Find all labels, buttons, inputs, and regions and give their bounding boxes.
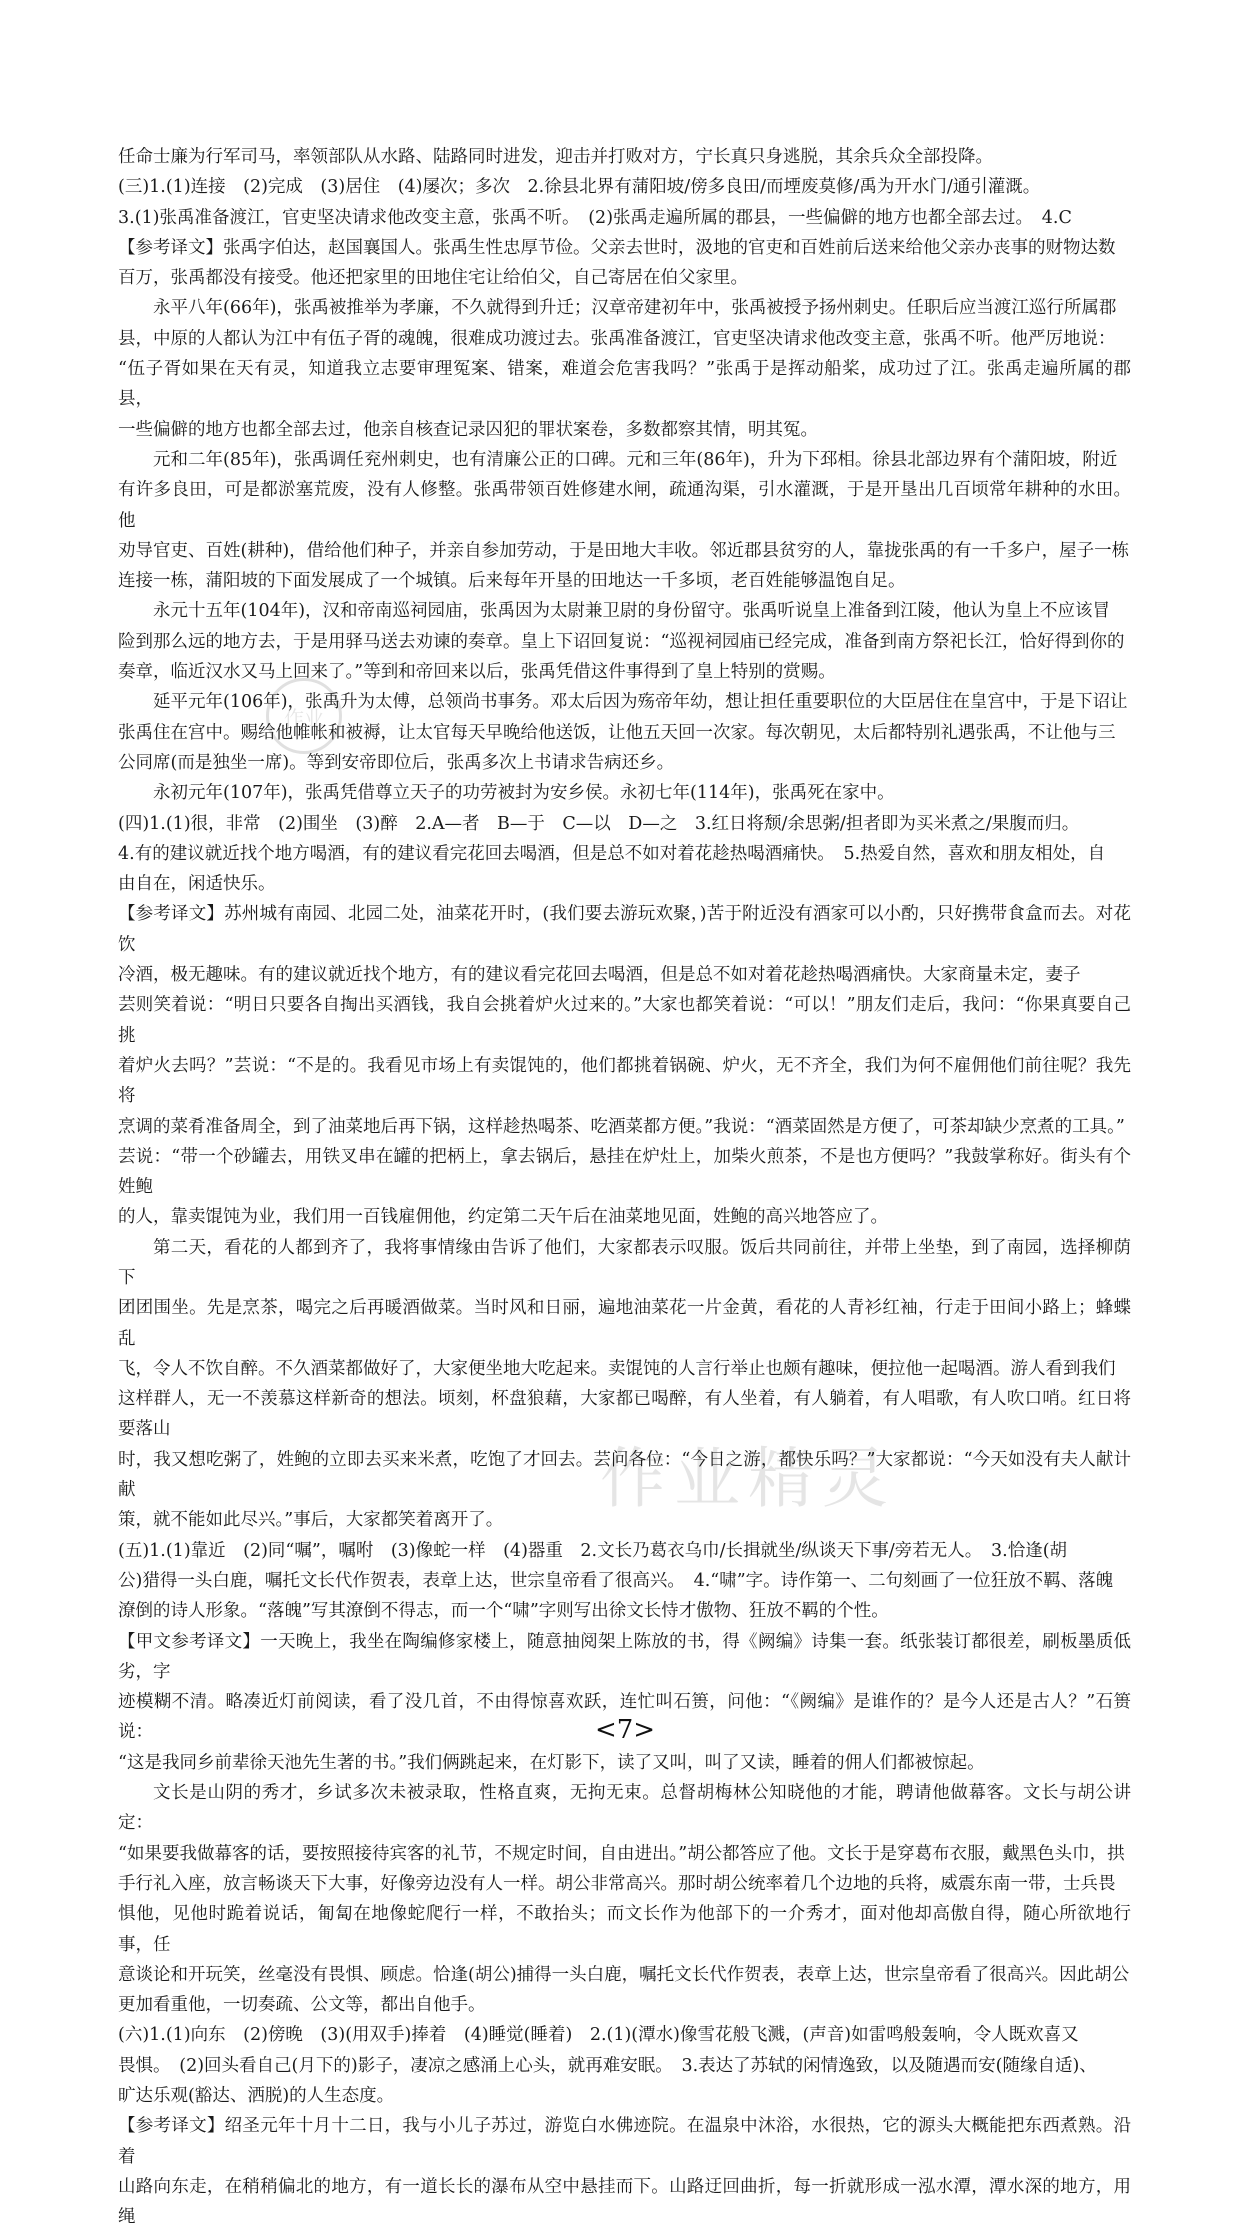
section-s15	[118, 2020, 1131, 2111]
section-s16	[118, 2111, 1131, 2232]
text-line: 【参考译文】苏州城有南园、北园二处，油菜花开时，(我们要去游玩欢聚，)苦于附近没有酒家可以小酌，只好携带食盒而去。对花饮	[118, 904, 1131, 955]
text-line: 元和二年(85年)，张禹调任兖州刺史，也有清廉公正的口碑。元和三年(86年)，升为下邳相。徐县北部边界有个蒲阳坡，附近	[153, 449, 1118, 470]
text-line: 山路向东走，在稍稍偏北的地方，有一道长长的瀑布从空中悬挂而下。山路迂回曲折，每一折就形成一泓水潭，潭水深的地方，用绳	[118, 2176, 1131, 2228]
text-line: 张禹住在宫中。赐给他帷帐和被褥，让太官每天早晚给他送饭，让他五天回一次家。每次朝见，太后都特别礼遇张禹，不让他与三	[118, 722, 1116, 743]
text-line: 的人，靠卖馄饨为业，我们用一百钱雇佣他，约定第二天午后在油菜地见面，姓鲍的高兴地答应了。	[118, 1207, 888, 1228]
text-line: (六)1.(1)向东 (2)傍晚 (3)(用双手)捧着 (4)睡觉(睡着) 2.(1)(潭水)像雪花般飞溅，(声音)如雷鸣般轰响，令人既欢喜又	[118, 2025, 1079, 2046]
text-line: 任命士廉为行军司马，率领部队从水路、陆路同时进发，迎击并打败对方，宁长真只身逃脱，其余兵众全部投降。	[118, 147, 993, 167]
text-line: 着炉火去吗？”芸说：“不是的。我看见市场上有卖馄饨的，他们都挑着锅碗、炉火，无不齐全，我们为何不雇佣他们前往呢？我先将	[118, 1055, 1131, 1107]
answer-page	[118, 142, 1131, 2232]
section-s11	[118, 1233, 1131, 1536]
text-line: 意谈论和开玩笑，丝毫没有畏惧、顾虑。恰逢(胡公)捕得一头白鹿，嘱托文长代作贺表，表章上达，世宗皇帝看了很高兴。因此胡公	[118, 1964, 1130, 1985]
text-line: 县，中原的人都认为江中有伍子胥的魂魄，很难成功渡过去。张禹准备渡江，官吏坚决请求他改变主意，张禹不听。他严厉地说：	[118, 328, 1116, 349]
text-line: 潦倒的诗人形象。“落魄”写其潦倒不得志，而一个“啸”字则写出徐文长恃才傲物、狂放不羁的个性。	[118, 1601, 889, 1622]
text-line: 由自在，闲适快乐。	[118, 874, 276, 895]
watermark-text: 作业精灵	[600, 1440, 896, 1517]
text-line: 文长是山阴的秀才，乡试多次未被录取，性格直爽，无拘无束。总督胡梅林公知晓他的才能，聘请他做幕客。文长与胡公讲定：	[118, 1783, 1131, 1834]
text-line: 团团围坐。先是烹茶，喝完之后再暖酒做菜。当时风和日丽，遍地油菜花一片金黄，看花的人青衫红袖，行走于田间小路上；蜂蝶乱	[118, 1298, 1131, 1349]
text-line: 更加看重他，一切奏疏、公文等，都出自他手。	[118, 1995, 486, 2016]
text-line: 迹模糊不清。略凑近灯前阅读，看了没几首，不由得惊喜欢跃，连忙叫石篑，问他：“《阙编》是谁作的？是今人还是古人？”石篑说：	[118, 1692, 1131, 1743]
section-s7	[118, 687, 1131, 778]
text-line: (五)1.(1)靠近 (2)同“嘱”，嘱咐 (3)像蛇一样 (4)器重 2.文长乃葛衣乌巾/长揖就坐/纵谈天下事/旁若无人。 3.恰逢(胡	[118, 1540, 1068, 1561]
text-line: (三)1.(1)连接 (2)完成 (3)居住 (4)屡次；多次 2.徐县北界有蒲阳坡/傍多良田/而堙废莫修/禹为开水门/通引灌溉。	[118, 177, 1041, 198]
text-line: 一些偏僻的地方也都全部去过，他亲自核查记录囚犯的罪状案卷，多数都察其情，明其冤。	[118, 419, 818, 440]
text-line: 烹调的菜肴准备周全，到了油菜地后再下锅，这样趁热喝茶、吃酒菜都方便。”我说：“酒菜固然是方便了，可茶却缺少烹煮的工具。”	[118, 1116, 1125, 1137]
section-s9	[118, 809, 1131, 900]
text-line: 这样群人，无一不羡慕这样新奇的想法。顷刻，杯盘狼藉，大家都已喝醉，有人坐着，有人躺着，有人唱歌，有人吹口哨。红日将要落山	[118, 1389, 1131, 1440]
section-s12	[118, 1536, 1131, 1627]
text-line: 【甲文参考译文】一天晚上，我坐在陶编修家楼上，随意抽阅架上陈放的书，得《阙编》诗集一套。纸张装订都很差，刷板墨质低劣，字	[118, 1631, 1131, 1682]
text-line: 永元十五年(104年)，汉和帝南巡祠园庙，张禹因为太尉兼卫尉的身份留守。张禹听说皇上准备到江陵，他认为皇上不应该冒	[153, 601, 1111, 622]
text-line: “伍子胥如果在天有灵，知道我立志要审理冤案、错案，难道会危害我吗？”张禹于是挥动船桨，成功过了江。张禹走遍所属的郡县，	[118, 359, 1131, 410]
text-line: 芸说：“带一个砂罐去，用铁叉串在罐的把柄上，拿去锅后，悬挂在炉灶上，加柴火煎茶，不是也方便吗？”我鼓掌称好。街头有个姓鲍	[118, 1146, 1131, 1198]
text-line: “这是我同乡前辈徐天池先生著的书。”我们俩跳起来，在灯影下，读了又叫，叫了又读，睡着的佣人们都被惊起。	[118, 1752, 985, 1773]
text-line: 手行礼入座，放言畅谈天下大事，好像旁边没有人一样。胡公非常高兴。那时胡公统率着几个边地的兵将，威震东南一带，士兵畏	[118, 1873, 1116, 1894]
section-s5	[118, 445, 1131, 596]
text-line: 永初元年(107年)，张禹凭借尊立天子的功劳被封为安乡侯。永初七年(114年)，张禹死在家中。	[153, 783, 895, 804]
section-s6	[118, 596, 1131, 687]
text-line: 冷酒，极无趣味。有的建议就近找个地方，有的建议看完花回去喝酒，但是总不如对着花趁热喝酒痛快。大家商量未定，妻子	[118, 965, 1081, 986]
section-s14	[118, 1778, 1131, 2020]
section-s2	[118, 172, 1131, 233]
section-s3	[118, 233, 1131, 294]
text-line: 3.(1)张禹准备渡江，官吏坚决请求他改变主意，张禹不听。 (2)张禹走遍所属的郡县，一些偏僻的地方也都全部去过。 4.C	[118, 207, 1072, 228]
section-s13	[118, 1627, 1131, 1778]
text-line: 4.有的建议就近找个地方喝酒，有的建议看完花回去喝酒，但是总不如对着花趁热喝酒痛快。 5.热爱自然，喜欢和朋友相处，自	[118, 843, 1106, 864]
text-line: 【参考译文】张禹字伯达，赵国襄国人。张禹生性忠厚节俭。父亲去世时，汲地的官吏和百姓前后送来给他父亲办丧事的财物达数	[118, 237, 1116, 258]
text-line: (四)1.(1)很，非常 (2)围坐 (3)醉 2.A—者 B—于 C—以 D—之 3.红日将颓/余思粥/担者即为买米煮之/果腹而归。	[118, 813, 1080, 834]
text-line: 百万，张禹都没有接受。他还把家里的田地住宅让给伯父，自己寄居在伯父家里。	[118, 268, 748, 289]
text-line: 第二天，看花的人都到齐了，我将事情缘由告诉了他们，大家都表示叹服。饭后共同前往，并带上坐垫，到了南园，选择柳荫下	[118, 1237, 1131, 1288]
text-line: 公)猎得一头白鹿，嘱托文长代作贺表，表章上达，世宗皇帝看了很高兴。 4.“啸”字。诗作第一、二句刻画了一位狂放不羁、落魄	[118, 1570, 1114, 1591]
section-s10	[118, 899, 1131, 1232]
page-number: <7>	[594, 1715, 656, 1745]
text-line: 公同席(而是独坐一席)。等到安帝即位后，张禹多次上书请求告病还乡。	[118, 752, 675, 773]
text-line: 畏惧。 (2)回头看自己(月下的)影子，凄凉之感涌上心头，就再难安眠。 3.表达了苏轼的闲情逸致，以及随遇而安(随缘自适)、	[118, 2055, 1097, 2076]
text-line: 劝导官吏、百姓(耕种)，借给他们种子，并亲自参加劳动，于是田地大丰收。邻近郡县贫穷的人，靠拢张禹的有一千多户，屋子一栋	[118, 540, 1130, 561]
text-line: 【参考译文】绍圣元年十月十二日，我与小儿子苏过，游览白水佛迹院。在温泉中沐浴，水很热，它的源头大概能把东西煮熟。沿着	[118, 2116, 1131, 2167]
text-line: “如果要我做幕客的话，要按照接待宾客的礼节，不规定时间，自由进出。”胡公都答应了他。文长于是穿葛布衣服，戴黑色头巾，拱	[118, 1843, 1125, 1864]
section-s4	[118, 293, 1131, 444]
text-line: 惧他，见他时跪着说话，匍匐在地像蛇爬行一样，不敢抬头；而文长作为他部下的一介秀才，面对他却高傲自得，随心所欲地行事，任	[118, 1904, 1131, 1955]
section-s8	[118, 778, 1131, 808]
text-line: 险到那么远的地方去，于是用驿马送去劝谏的奏章。皇上下诏回复说：“巡视祠园庙已经完成，准备到南方祭祀长江，恰好得到你的	[118, 631, 1125, 652]
text-line: 时，我又想吃粥了，姓鲍的立即去买来米煮，吃饱了才回去。芸问各位：“今日之游，都快乐吗？”大家都说：“今天如没有夫人献计献	[118, 1449, 1131, 1501]
text-line: 有许多良田，可是都淤塞荒废，没有人修整。张禹带领百姓修建水闸，疏通沟渠，引水灌溉，于是开垦出几百顷常年耕种的水田。他	[118, 480, 1131, 531]
watermark-stamp-text: 作业	[284, 705, 324, 730]
text-line: 飞，令人不饮自醉。不久酒菜都做好了，大家便坐地大吃起来。卖馄饨的人言行举止也颇有趣味，便拉他一起喝酒。游人看到我们	[118, 1358, 1116, 1379]
text-line: 延平元年(106年)，张禹升为太傅，总领尚书事务。邓太后因为殇帝年幼，想让担任重要职位的大臣居住在皇宫中，于是下诏让	[153, 692, 1128, 713]
text-line: 连接一栋，蒲阳坡的下面发展成了一个城镇。后来每年开垦的田地达一千多顷，老百姓能够温饱自足。	[118, 571, 906, 592]
section-s1	[118, 142, 1131, 172]
text-line: 芸则笑着说：“明日只要各自掏出买酒钱，我自会挑着炉火过来的。”大家也都笑着说：“可以！”朋友们走后，我问：“你果真要自己挑	[118, 995, 1131, 1046]
text-line: 旷达乐观(豁达、洒脱)的人生态度。	[118, 2086, 395, 2106]
text-line: 策，就不能如此尽兴。”事后，大家都笑着离开了。	[118, 1510, 504, 1531]
text-line: 奏章，临近汉水又马上回来了。”等到和帝回来以后，张禹凭借这件事得到了皇上特别的赏赐。	[118, 662, 836, 683]
text-line: 永平八年(66年)，张禹被推举为孝廉，不久就得到升迁；汉章帝建初年中，张禹被授予扬州刺史。任职后应当渡江巡行所属郡	[153, 298, 1117, 319]
